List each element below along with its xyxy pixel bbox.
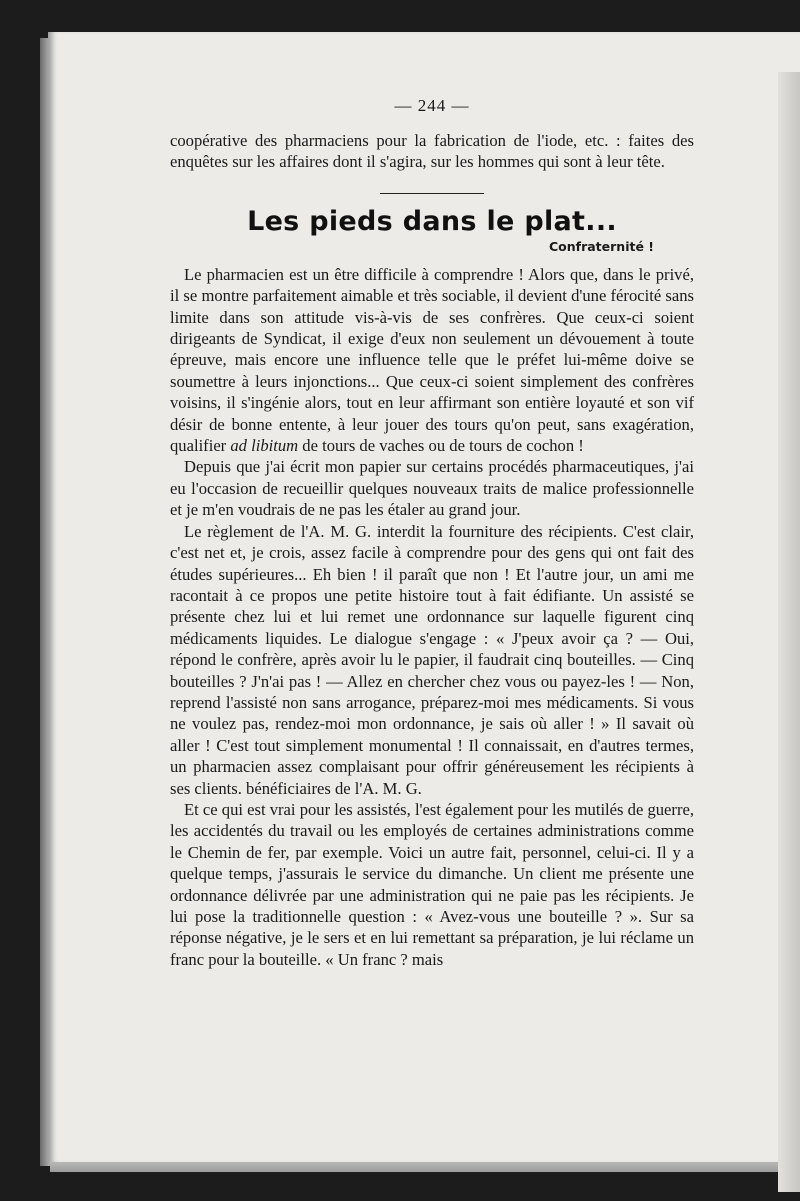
paragraph-2: Depuis que j'ai écrit mon papier sur certains procédés pharmaceutiques, j'ai eu l'occasion de recueillir quelques nouveaux traits de malice professionnelle et je m'en voudrais de ne pas les étaler au grand jour.	[170, 457, 694, 520]
paragraph-4: Et ce qui est vrai pour les assistés, l'est également pour les mutilés de guerre, les accidentés du travail ou les employés de certaines administrations comme le Chemin de fer, par exemple. Voici un autre fait, personnel, celui-ci. Il y a quelque temps, j'assurais le service du dimanche. Un client me présente une ordonnance délivrée par une administration qui ne paie pas les récipients. Je lui pose la traditionnelle question : « Avez-vous une bouteille ? ». Sur sa réponse négative, je le sers et en lui remettant sa préparation, je lui réclame un franc pour la bouteille. « Un franc ? mais	[170, 799, 694, 969]
page-fold	[778, 72, 800, 1192]
paragraph-1-text: Le pharmacien est un être difficile à comprendre ! Alors que, dans le privé, il se montre parfaitement aimable et très sociable, il devient d'une férocité sans limite dans son attitude vis-à-vis de ses confrères. Que ceux-ci soient dirigeants de Syndicat, il exige d'eux non seulement un dévouement à toute épreuve, mais encore une influence telle que le préfet lui-même doive se soumettre à leurs injonctions... Que ceux-ci soient simplement des confrères voisins, il s'ingénie alors, tout en leur affirmant son entière loyauté et son vif désir de bonne entente, à leur jouer des tours qu'on peut, sans exagération, qualifier	[170, 264, 694, 456]
page-number: — 244 —	[394, 96, 470, 115]
paragraph-3: Le règlement de l'A. M. G. interdit la fourniture des récipients. C'est clair, c'est net et, je crois, assez facile à comprendre pour des gens qui ont fait des études supérieures... Eh bien ! il paraît que non ! Et l'autre jour, un ami me racontait à ce propos une petite histoire tout à fait édifiante. Un assisté se présente chez lui et lui remet une ordonnance sur laquelle figurent cinq médicaments liquides. Le dialogue s'engage : « J'peux avoir ça ? — Oui, répond le confrère, après avoir lu le papier, il faudrait cinq bouteilles. — Cinq bouteilles ? J'n'ai pas ! — Allez en chercher chez vous ou payez-les ! — Non, reprend l'assisté non sans arrogance, préparez-moi mes médicaments. Si vous ne voulez pas, rendez-moi mon ordonnance, je sais où aller ! » Il savait où aller ! C'est tout simplement monumental ! Il connaissait, en d'autres termes, un pharmacien assez complaisant pour offrir généreusement les récipients à ses clients. bénéficiaires de l'A. M. G.	[170, 521, 694, 798]
article-subtitle: Confraternité !	[548, 238, 654, 254]
paragraph-1	[170, 264, 694, 457]
section-separator	[380, 193, 484, 194]
article-title: Les pieds dans le plat...	[247, 205, 617, 237]
paragraph-1-end: de tours de vaches ou de tours de cochon !	[298, 436, 584, 456]
intro-paragraph: coopérative des pharmaciens pour la fabrication de l'iode, etc. : faites des enquêtes sur les affaires dont il s'agira, sur les hommes qui sont à leur tête.	[170, 131, 694, 172]
paragraph-1-italic: ad libitum	[230, 436, 299, 456]
page-content	[170, 96, 694, 970]
